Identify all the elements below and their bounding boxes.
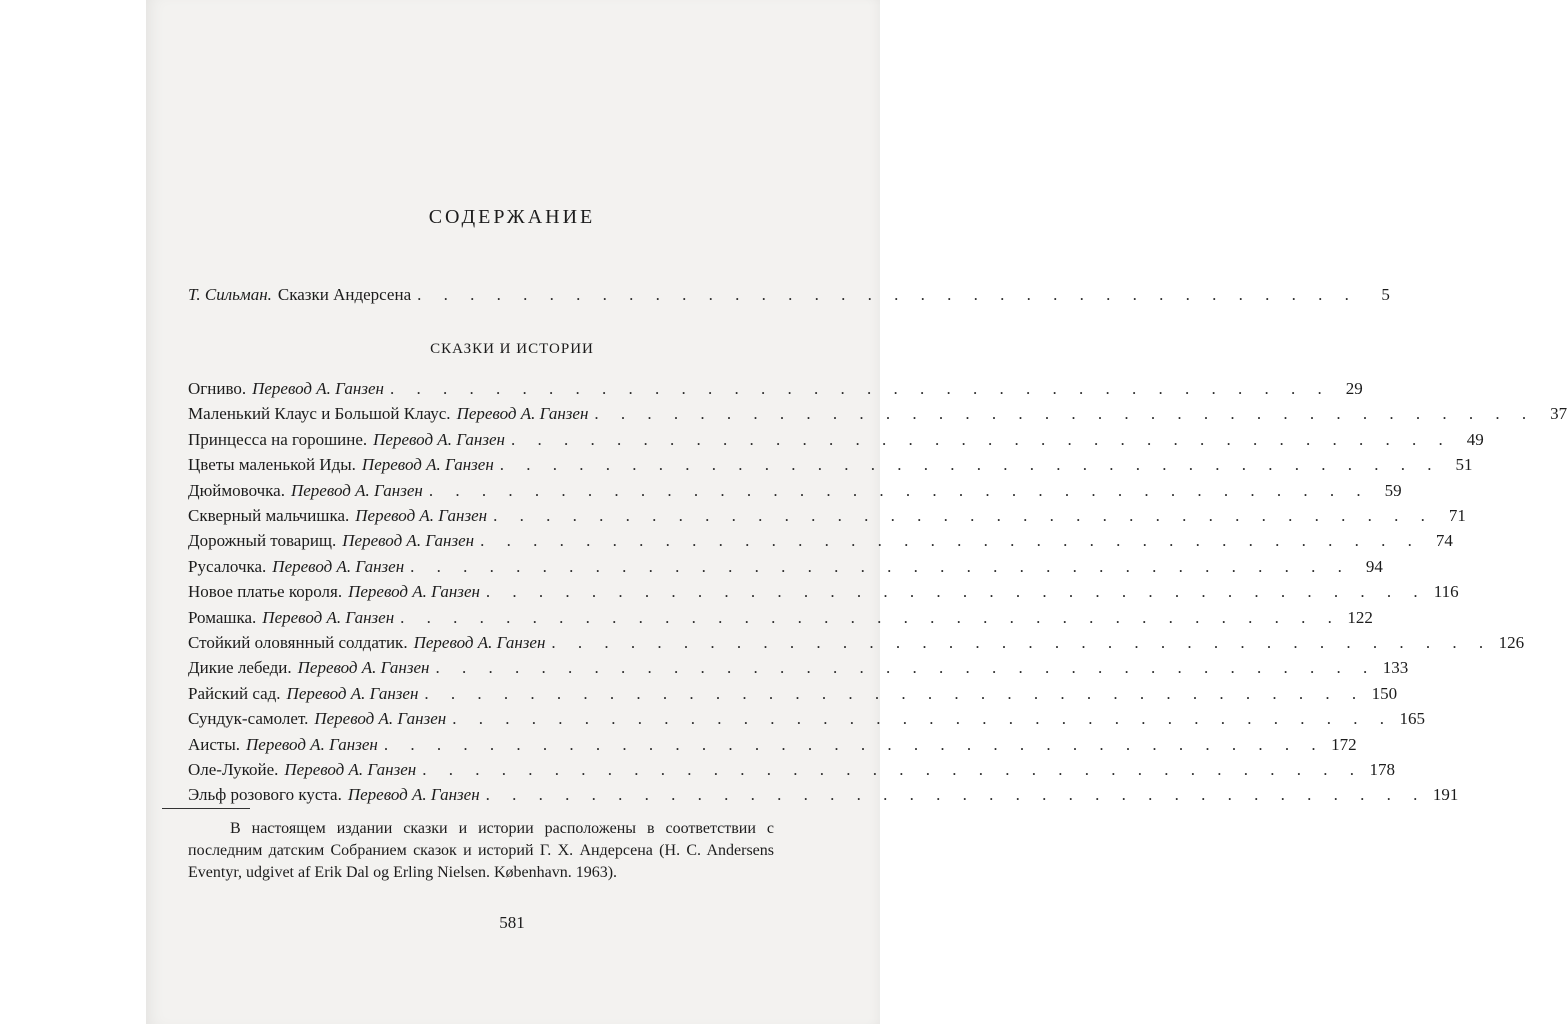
entry-title: Новое платье короля. bbox=[188, 582, 343, 602]
entry-title: Русалочка. bbox=[188, 556, 267, 576]
entry-translator: Перевод А. Ганзен bbox=[284, 760, 417, 779]
toc-entry bbox=[188, 402, 1567, 426]
page-heading: СОДЕРЖАНИЕ bbox=[428, 206, 596, 228]
intro-author: Т. Сильман. bbox=[188, 285, 272, 304]
entry-translator: Перевод А. Ганзен bbox=[373, 429, 505, 449]
entry-title: Ромашка. bbox=[188, 607, 257, 627]
entry-title: Оле-Лукойе. bbox=[188, 760, 279, 779]
dot-leader: . . . . . . . . . . . . . . . . . . . . . . . . . . . . . . . . . . . . bbox=[594, 404, 1536, 424]
entry-page: 126 bbox=[1498, 633, 1525, 652]
entry-title: Маленький Клаус и Большой Клаус. bbox=[188, 404, 451, 424]
entry-page: 94 bbox=[1365, 556, 1383, 576]
page-number: 581 bbox=[499, 913, 525, 932]
toc-entry bbox=[188, 707, 1425, 731]
footnote: В настоящем издании сказки и истории расположены в соответствии с последним датским Собранием сказок и историй Г. Х. Андерсена (H. C. Andersens Eventyr, udgivet af Erik Dal og Erling Nielsen. København. 1963). bbox=[188, 820, 774, 881]
entry-translator: Перевод А. Ганзен bbox=[348, 582, 480, 602]
entry-title: Скверный мальчишка. bbox=[188, 506, 350, 525]
entry-translator: Перевод А. Ганзен bbox=[252, 379, 384, 398]
entry-page: 172 bbox=[1331, 734, 1357, 754]
entry-translator: Перевод А. Ганзен bbox=[286, 683, 419, 703]
entry-translator: Перевод А. Ганзен bbox=[314, 709, 447, 729]
dot-leader: . . . . . . . . . . . . . . . . . . . . . . . . . . . . . . . . . . . . bbox=[485, 582, 1427, 602]
dot-leader: . . . . . . . . . . . . . . . . . . . . . . . . . . . . . . . . . . . . bbox=[452, 709, 1393, 729]
toc-entry bbox=[188, 682, 1398, 706]
dot-leader: . . . . . . . . . . . . . . . . . . . . . . . . . . . . . . . . . . . . bbox=[510, 429, 1452, 449]
entry-page: 74 bbox=[1435, 531, 1453, 551]
dot-leader: . . . . . . . . . . . . . . . . . . . . . . . . . . . . . . . . . . . . bbox=[389, 379, 1331, 398]
entry-translator: Перевод А. Ганзен bbox=[262, 607, 395, 627]
entry-translator: Перевод А. Ганзен bbox=[272, 556, 405, 576]
toc-entry bbox=[188, 631, 1525, 655]
dot-leader: . . . . . . . . . . . . . . . . . . . . . . . . . . . . . . . . . . . . bbox=[499, 455, 1441, 475]
toc-entry bbox=[188, 656, 1409, 680]
entry-title: Аисты. bbox=[188, 734, 241, 754]
entry-page: 37 bbox=[1550, 404, 1567, 424]
intro-entry bbox=[188, 283, 1390, 307]
entry-page: 51 bbox=[1455, 455, 1473, 475]
entry-title: Райский сад. bbox=[188, 683, 281, 703]
entry-page: 165 bbox=[1399, 709, 1425, 729]
entry-translator: Перевод А. Ганзен bbox=[342, 531, 475, 551]
entry-title: Цветы маленькой Иды. bbox=[188, 455, 356, 475]
entry-page: 116 bbox=[1433, 582, 1459, 602]
dot-leader: . . . . . . . . . . . . . . . . . . . . . . . . . . . . . . . . . . . . bbox=[551, 633, 1493, 652]
entry-page: 49 bbox=[1466, 429, 1484, 449]
entry-page: 150 bbox=[1371, 683, 1398, 703]
toc-entry bbox=[188, 453, 1473, 477]
toc-entry bbox=[188, 580, 1459, 604]
dot-leader: . . . . . . . . . . . . . . . . . . . . . . . . . . . . . . . . . . . . bbox=[424, 683, 1366, 703]
entry-page: 122 bbox=[1347, 607, 1373, 627]
intro-page: 5 bbox=[1381, 285, 1390, 304]
entry-translator: Перевод А. Ганзен bbox=[361, 455, 494, 475]
toc-entry bbox=[188, 783, 1459, 807]
dot-leader: . . . . . . . . . . . . . . . . . . . . . . . . . . . . . . . . . . . . bbox=[493, 506, 1434, 525]
entry-page: 178 bbox=[1369, 760, 1395, 779]
entry-title: Дикие лебеди. bbox=[188, 658, 292, 678]
dot-leader: . . . . . . . . . . . . . . . . . . . . . . . . . . . . . . . . . . . . bbox=[383, 734, 1325, 754]
dot-leader: . . . . . . . . . . . . . . . . . . . . . . . . . . . . . . . . . . . . bbox=[485, 785, 1427, 805]
entry-title: Дорожный товарищ. bbox=[188, 531, 337, 551]
toc-entry bbox=[188, 555, 1383, 579]
entry-translator: Перевод А. Ганзен bbox=[413, 633, 546, 652]
entry-translator: Перевод А. Ганзен bbox=[355, 506, 488, 525]
entry-translator: Перевод А. Ганзен bbox=[246, 734, 378, 754]
dot-leader: . . . . . . . . . . . . . . . . . . . . . . . . . . . . . . . . . . . . bbox=[417, 285, 1358, 304]
dot-leader: . . . . . . . . . . . . . . . . . . . . . . . . . . . . . . . . . . . . bbox=[428, 480, 1370, 500]
section-title: СКАЗКИ И ИСТОРИИ bbox=[430, 341, 594, 357]
dot-leader: . . . . . . . . . . . . . . . . . . . . . . . . . . . . . . . . . . . . bbox=[400, 607, 1341, 627]
dot-leader: . . . . . . . . . . . . . . . . . . . . . . . . . . . . . . . . . . . . bbox=[435, 658, 1377, 678]
entry-page: 59 bbox=[1384, 480, 1402, 500]
toc-entry bbox=[188, 758, 1395, 782]
dot-leader: . . . . . . . . . . . . . . . . . . . . . . . . . . . . . . . . . . . . bbox=[480, 531, 1421, 551]
entry-translator: Перевод А. Ганзен bbox=[290, 480, 423, 500]
entry-translator: Перевод А. Ганзен bbox=[456, 404, 589, 424]
entry-title: Принцесса на горошине. bbox=[188, 429, 368, 449]
entry-translator: Перевод А. Ганзен bbox=[347, 785, 480, 805]
entry-page: 29 bbox=[1345, 379, 1363, 398]
toc-entry bbox=[188, 377, 1363, 401]
dot-leader: . . . . . . . . . . . . . . . . . . . . . . . . . . . . . . . . . . . . bbox=[410, 556, 1351, 576]
entry-title: Сундук-самолет. bbox=[188, 709, 309, 729]
entry-title: Эльф розового куста. bbox=[188, 785, 342, 805]
toc-entry bbox=[188, 504, 1466, 528]
toc-entry bbox=[188, 606, 1373, 630]
entry-title: Дюймовочка. bbox=[188, 480, 285, 500]
entry-translator: Перевод А. Ганзен bbox=[297, 658, 430, 678]
entry-page: 71 bbox=[1448, 506, 1466, 525]
toc-entry bbox=[188, 733, 1357, 757]
entry-page: 191 bbox=[1432, 785, 1459, 805]
entry-page: 133 bbox=[1382, 658, 1409, 678]
toc-entry bbox=[188, 428, 1484, 452]
toc-entry bbox=[188, 529, 1453, 553]
entry-title: Огниво. bbox=[188, 379, 247, 398]
dot-leader: . . . . . . . . . . . . . . . . . . . . . . . . . . . . . . . . . . . . bbox=[422, 760, 1363, 779]
footnote-rule bbox=[162, 808, 250, 809]
toc-entry bbox=[188, 479, 1402, 503]
entry-title: Стойкий оловянный солдатик. bbox=[188, 633, 408, 652]
intro-title: Сказки Андерсена bbox=[277, 285, 412, 304]
